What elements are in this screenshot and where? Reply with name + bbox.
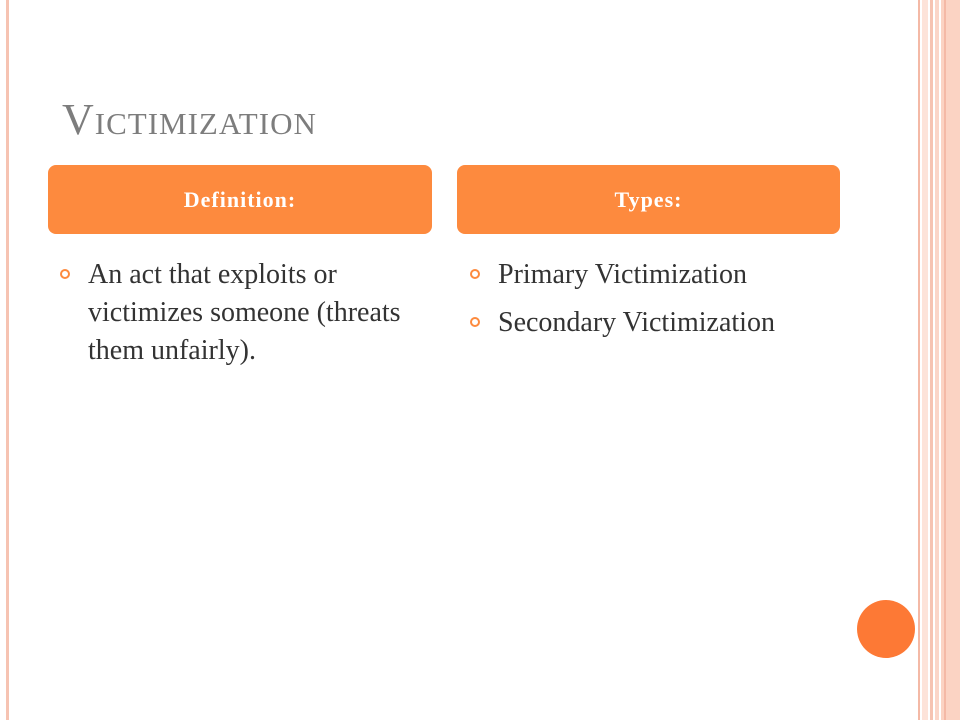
decorative-stripe <box>944 0 946 720</box>
list-item-text: Primary Victimization <box>498 259 747 290</box>
list-item-text: Secondary Victimization <box>498 307 775 338</box>
decorative-stripe <box>918 0 920 720</box>
types-list <box>470 256 850 352</box>
definition-list <box>60 256 430 380</box>
list-item <box>470 304 850 342</box>
bullet-circle-icon <box>470 269 480 279</box>
bullet-circle-icon <box>470 317 480 327</box>
decorative-stripe <box>935 0 939 720</box>
decorative-stripe <box>922 0 928 720</box>
list-item <box>470 256 850 294</box>
slide-title: Victimization <box>62 95 317 144</box>
decorative-circle <box>857 600 915 658</box>
left-border-accent <box>6 0 9 720</box>
bullet-circle-icon <box>60 269 70 279</box>
definition-header <box>48 165 432 234</box>
list-item <box>60 256 430 370</box>
types-header-label: Types: <box>614 186 683 212</box>
types-header <box>457 165 840 234</box>
list-item-text: An act that exploits or victimizes someone (threats them unfairly). <box>88 259 401 366</box>
decorative-stripe <box>930 0 933 720</box>
definition-header-label: Definition: <box>183 186 297 212</box>
